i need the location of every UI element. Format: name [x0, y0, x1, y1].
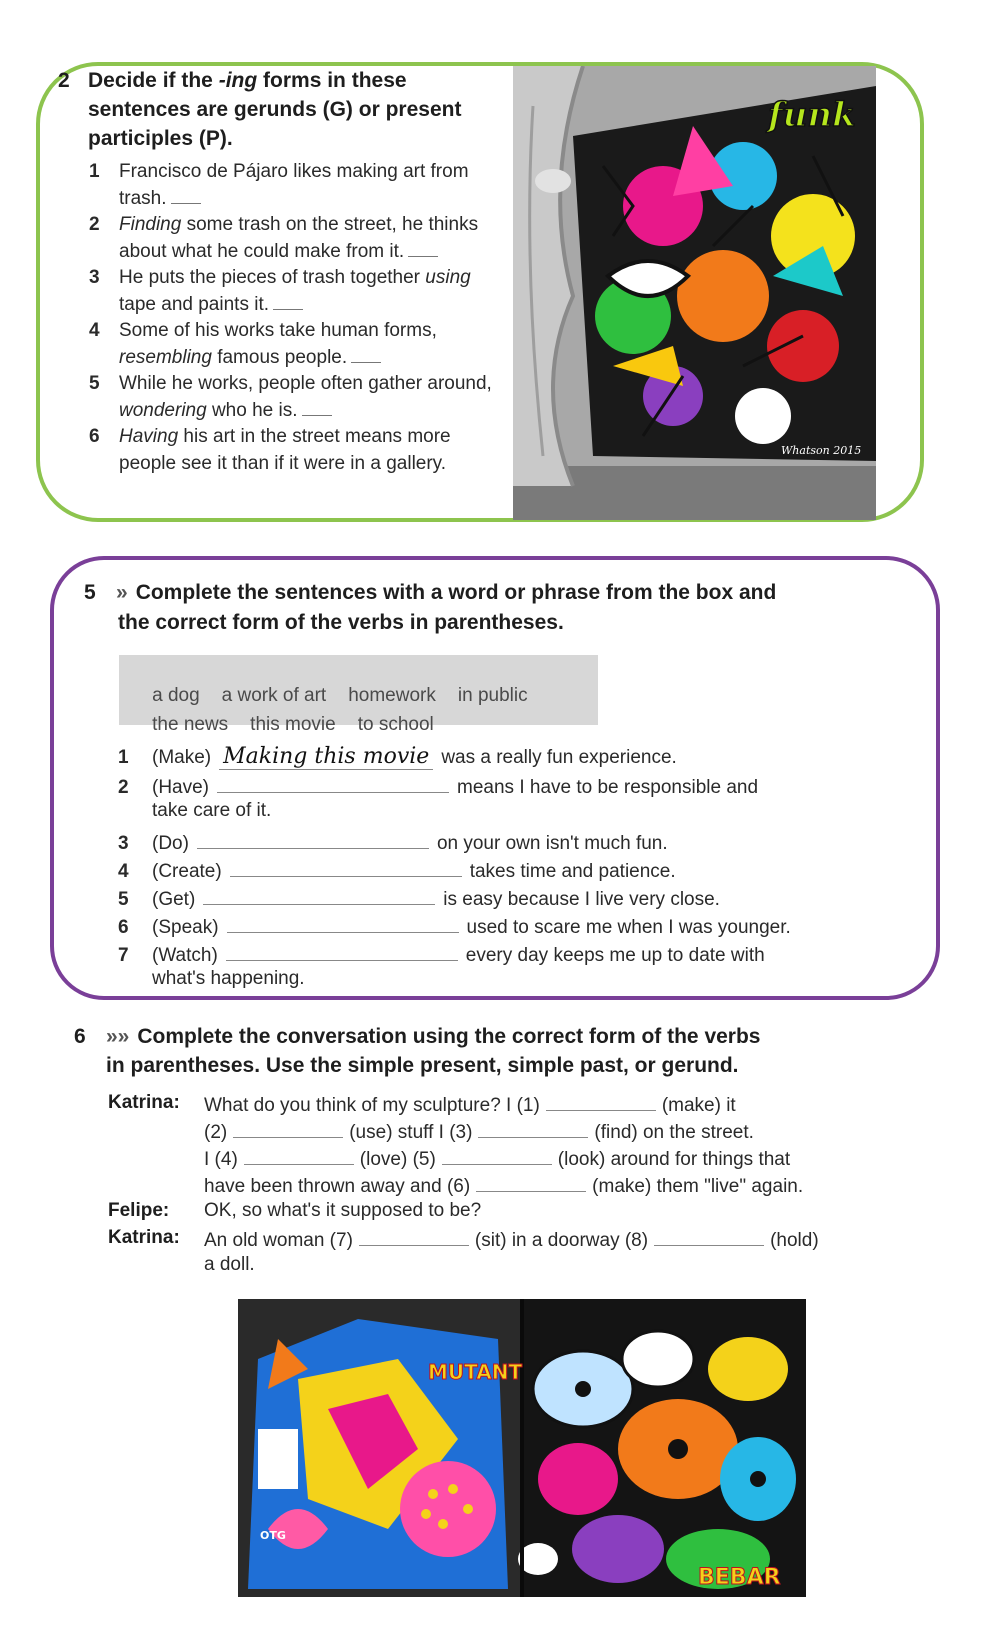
handwritten-answer[interactable]: Making this movie [219, 744, 433, 770]
answer-blank[interactable] [273, 295, 303, 310]
conversation-line: I (4) (love) (5) (look) around for things that [204, 1146, 790, 1171]
list-item: 7 (Watch) every day keeps me up to date with [118, 940, 765, 967]
answer-blank[interactable] [197, 828, 429, 849]
conversation-line: (2) (use) stuff I (3) (find) on the street. [204, 1119, 754, 1144]
list-item: 1 (Make) Making this movie was a really fun experience. [118, 744, 677, 769]
artist-signature: Whatson 2015 [781, 444, 862, 457]
exercise-number: 5 [84, 581, 96, 604]
answer-blank[interactable] [476, 1173, 586, 1192]
word-box-item: in public [457, 685, 528, 706]
conversation-line: OK, so what's it supposed to be? [204, 1200, 482, 1221]
answer-blank[interactable] [442, 1146, 552, 1165]
graffiti-tag-mutant: MUTANT [428, 1360, 523, 1384]
word-box-item: a work of art [221, 685, 327, 706]
conversation-line: have been thrown away and (6) (make) them "live" again. [204, 1173, 803, 1198]
list-item-continuation: what's happening. [152, 968, 305, 989]
word-box-item: a dog [152, 685, 200, 706]
word-box-item: this movie [250, 714, 336, 735]
speaker-label: Katrina: [108, 1092, 180, 1113]
exercise-2 [58, 66, 506, 477]
list-item: 1 Francisco de Pájaro likes making art from trash. [89, 161, 469, 209]
answer-blank[interactable] [546, 1092, 656, 1111]
graffiti-mural-illustration [238, 1299, 806, 1597]
list-item: 2 Finding some trash on the street, he thinks about what he could make from it. [89, 214, 479, 262]
difficulty-arrows: » [116, 581, 128, 604]
word-box [119, 655, 598, 735]
list-item: 4 (Create) takes time and patience. [118, 856, 676, 883]
speaker-label: Katrina: [108, 1227, 180, 1248]
answer-blank[interactable] [226, 940, 458, 961]
word-box-item: the news [152, 714, 229, 735]
answer-blank[interactable] [351, 348, 381, 363]
conversation-line: An old woman (7) (sit) in a doorway (8) (hold) [204, 1227, 819, 1252]
graffiti-tag-bebar: BEBAR [698, 1565, 781, 1590]
answer-blank[interactable] [171, 189, 201, 204]
graffiti-tag-otg: OTG [260, 1529, 286, 1542]
answer-blank[interactable] [227, 912, 459, 933]
list-item: 4 Some of his works take human forms, resembling famous people. [89, 320, 437, 368]
list-item-continuation: take care of it. [152, 800, 272, 821]
exercise-number: 2 [58, 69, 70, 92]
list-item: 2 (Have) means I have to be responsible and [118, 772, 758, 799]
graffiti-tag-text: funk [768, 95, 856, 135]
list-item: 5 While he works, people often gather around, wondering who he is. [89, 373, 492, 421]
conversation-line: a doll. [204, 1254, 255, 1275]
speaker-label: Felipe: [108, 1200, 170, 1221]
graffiti-curtain-illustration [513, 66, 876, 520]
answer-blank[interactable] [217, 772, 449, 793]
graffiti-mural-photo [238, 1299, 806, 1597]
answer-blank[interactable] [302, 401, 332, 416]
exercise-number: 6 [74, 1025, 86, 1048]
answer-blank[interactable] [478, 1119, 588, 1138]
answer-blank[interactable] [654, 1227, 764, 1246]
answer-blank[interactable] [233, 1119, 343, 1138]
list-item: 6 (Speak) used to scare me when I was younger. [118, 912, 791, 939]
answer-blank[interactable] [408, 242, 438, 257]
answer-blank[interactable] [244, 1146, 354, 1165]
list-item: 3 (Do) on your own isn't much fun. [118, 828, 668, 855]
list-item: 6 Having his art in the street means more people see it than if it were in a gallery. [89, 426, 451, 474]
list-item: 5 (Get) is easy because I live very close. [118, 884, 720, 911]
answer-blank[interactable] [230, 856, 462, 877]
word-box-item: to school [357, 714, 434, 735]
answer-blank[interactable] [359, 1227, 469, 1246]
word-box-item: homework [348, 685, 436, 706]
answer-blank[interactable] [203, 884, 435, 905]
list-item: 3 He puts the pieces of trash together using tape and paints it. [89, 267, 471, 315]
exercise-6-title: 6 »» Complete the conversation using the correct form of the verbs in parentheses. Use the simple present, simple past, or gerund. [74, 1022, 934, 1080]
graffiti-curtain-photo [513, 66, 876, 520]
conversation-line: What do you think of my sculpture? I (1) (make) it [204, 1092, 736, 1117]
difficulty-arrows: »» [106, 1025, 130, 1048]
exercise-5-title: 5 » Complete the sentences with a word or phrase from the box and the correct form of the verbs in parentheses. [84, 578, 904, 638]
exercise-2-title: 2 Decide if the -ing forms in these sentences are gerunds (G) or present participles (P). [58, 66, 506, 153]
